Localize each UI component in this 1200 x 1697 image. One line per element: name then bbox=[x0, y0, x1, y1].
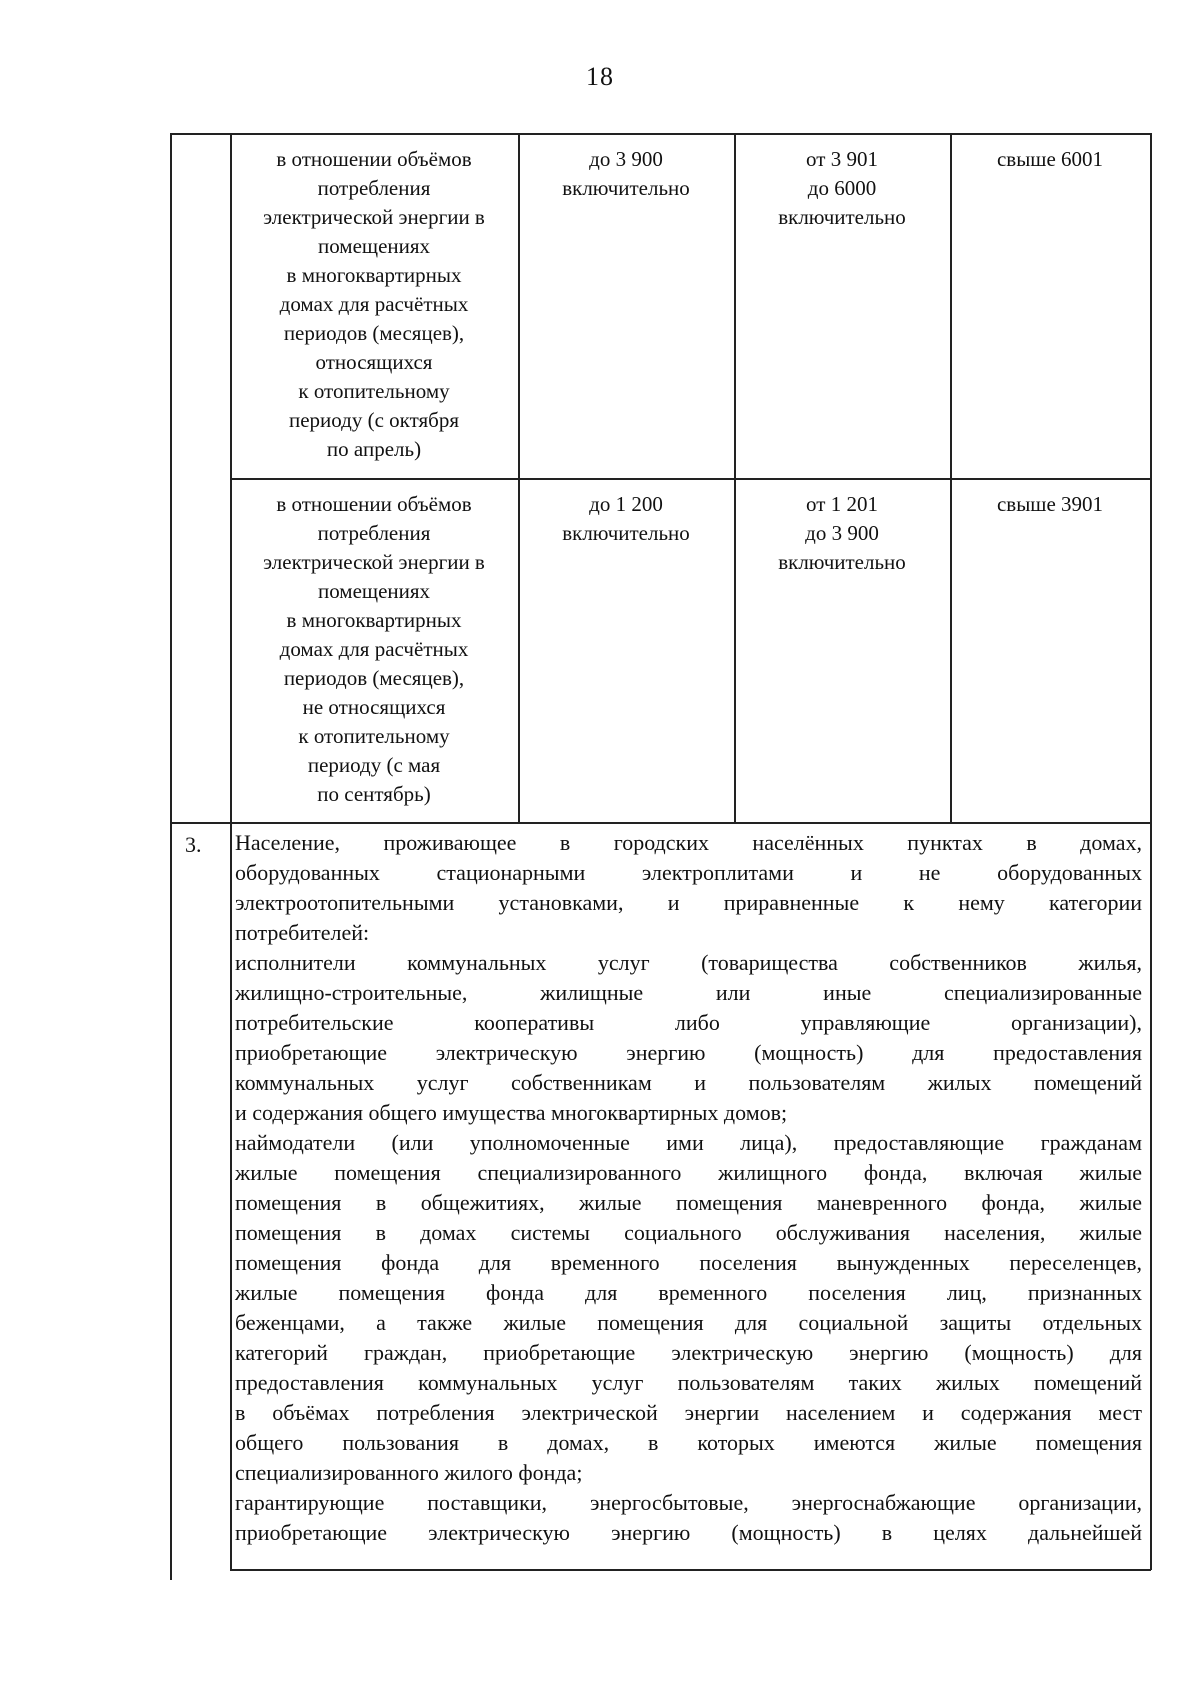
table-row-1-range-3 bbox=[950, 145, 1150, 174]
cell-line: включительно bbox=[562, 176, 690, 200]
cell-line: свыше 6001 bbox=[996, 147, 1104, 171]
section-3-number: 3. bbox=[185, 832, 202, 857]
text-line: специализированного жилого фонда; bbox=[235, 1460, 583, 1485]
text-line: предоставления коммунальных услуг пользователям таких жилых помещений bbox=[235, 1370, 1142, 1395]
cell-line: периоду (с мая bbox=[307, 753, 441, 777]
cell-line: относящихся bbox=[315, 350, 433, 374]
cell-line: включительно bbox=[778, 205, 906, 229]
text-line: в объёмах потребления электрической энергии населением и содержания мест bbox=[235, 1400, 1142, 1425]
table-row-2-description bbox=[230, 490, 518, 809]
text-line: помещения в домах системы социального обслуживания населения, жилые bbox=[235, 1220, 1142, 1245]
table-row-1-range-1 bbox=[518, 145, 734, 203]
cell-line: свыше 3901 bbox=[996, 492, 1104, 516]
cell-line: помещениях bbox=[317, 234, 431, 258]
text-line: гарантирующие поставщики, энергосбытовые, энергоснабжающие организации, bbox=[235, 1490, 1142, 1515]
section-3-text bbox=[235, 828, 1142, 1548]
table-row-2-range-3 bbox=[950, 490, 1150, 519]
cell-line: включительно bbox=[778, 550, 906, 574]
cell-line: периодов (месяцев), bbox=[283, 666, 465, 690]
cell-line: домах для расчётных bbox=[279, 637, 469, 661]
cell-line: по сентябрь) bbox=[317, 782, 431, 806]
cell-line: в отношении объёмов bbox=[276, 147, 472, 171]
cell-line: в отношении объёмов bbox=[276, 492, 472, 516]
cell-line: электрической энергии в bbox=[263, 205, 485, 229]
page-number: 18 bbox=[586, 62, 614, 91]
text-line: жилые помещения фонда для временного поселения лиц, признанных bbox=[235, 1280, 1142, 1305]
cell-line: периодов (месяцев), bbox=[283, 321, 465, 345]
cell-line: от 1 201 bbox=[806, 492, 878, 516]
text-line: электроотопительными установками, и приравненные к нему категории bbox=[235, 890, 1142, 915]
text-line: помещения в общежитиях, жилые помещения маневренного фонда, жилые bbox=[235, 1190, 1142, 1215]
text-line: оборудованных стационарными электроплитами и не оборудованных bbox=[235, 860, 1142, 885]
cell-line: по апрель) bbox=[326, 437, 422, 461]
text-line: беженцами, а также жилые помещения для социальной защиты отдельных bbox=[235, 1310, 1142, 1335]
text-line: и содержания общего имущества многоквартирных домов; bbox=[235, 1100, 788, 1125]
text-line: общего пользования в домах, в которых имеются жилые помещения bbox=[235, 1430, 1142, 1455]
cell-line: не относящихся bbox=[302, 695, 446, 719]
text-line: исполнители коммунальных услуг (товарищества собственников жилья, bbox=[235, 950, 1142, 975]
text-line: жилищно-строительные, жилищные или иные специализированные bbox=[235, 980, 1142, 1005]
text-line: коммунальных услуг собственникам и пользователям жилых помещений bbox=[235, 1070, 1142, 1095]
cell-line: домах для расчётных bbox=[279, 292, 469, 316]
cell-line: к отопительному bbox=[298, 724, 450, 748]
text-line: жилые помещения специализированного жилищного фонда, включая жилые bbox=[235, 1160, 1142, 1185]
table-row-1-range-2 bbox=[734, 145, 950, 232]
cell-line: до 3 900 bbox=[589, 147, 663, 171]
text-line: потребителей: bbox=[235, 920, 370, 945]
text-line: приобретающие электрическую энергию (мощность) в целях дальнейшей bbox=[235, 1520, 1142, 1545]
text-line: Население, проживающее в городских населённых пунктах в домах, bbox=[235, 830, 1142, 855]
cell-line: до 3 900 bbox=[805, 521, 879, 545]
cell-line: до 1 200 bbox=[589, 492, 663, 516]
table-row-1-description bbox=[230, 145, 518, 464]
cell-line: в многоквартирных bbox=[286, 608, 462, 632]
cell-line: в многоквартирных bbox=[286, 263, 462, 287]
text-line: помещения фонда для временного поселения вынужденных переселенцев, bbox=[235, 1250, 1142, 1275]
cell-line: периоду (с октября bbox=[288, 408, 460, 432]
table-row-2-range-2 bbox=[734, 490, 950, 577]
table-row-2-range-1 bbox=[518, 490, 734, 548]
cell-line: от 3 901 bbox=[806, 147, 878, 171]
cell-line: помещениях bbox=[317, 579, 431, 603]
text-line: категорий граждан, приобретающие электрическую энергию (мощность) для bbox=[235, 1340, 1142, 1365]
text-line: приобретающие электрическую энергию (мощность) для предоставления bbox=[235, 1040, 1142, 1065]
cell-line: к отопительному bbox=[298, 379, 450, 403]
text-line: потребительские кооперативы либо управляющие организации), bbox=[235, 1010, 1142, 1035]
cell-line: до 6000 bbox=[807, 176, 877, 200]
cell-line: потребления bbox=[317, 176, 431, 200]
cell-line: электрической энергии в bbox=[263, 550, 485, 574]
cell-line: включительно bbox=[562, 521, 690, 545]
text-line: наймодатели (или уполномоченные ими лица), предоставляющие гражданам bbox=[235, 1130, 1142, 1155]
cell-line: потребления bbox=[317, 521, 431, 545]
